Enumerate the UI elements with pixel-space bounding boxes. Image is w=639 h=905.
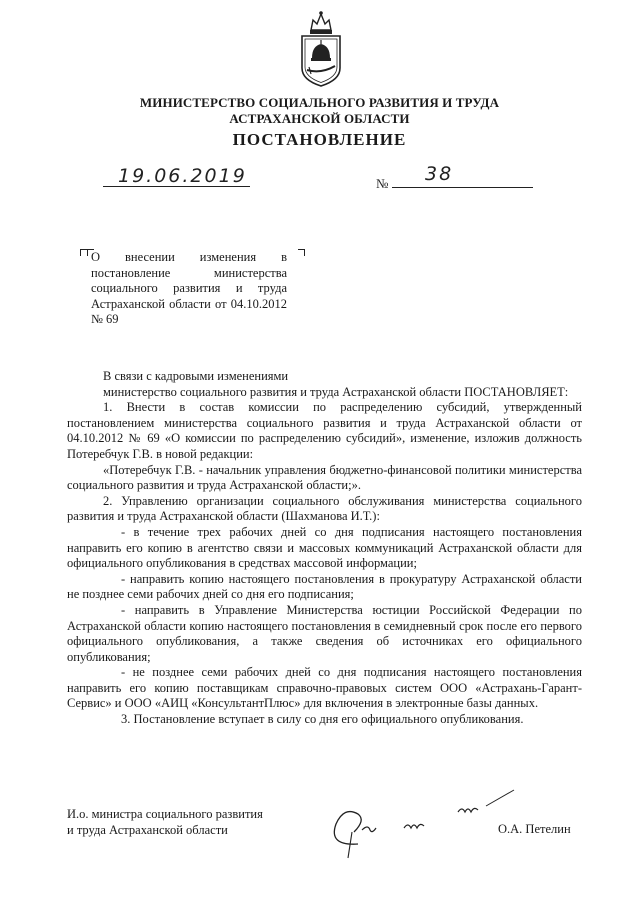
- body-item-3: 3. Постановление вступает в силу со дня его официального опубликования.: [121, 712, 524, 727]
- body-paragraph-preamble: В связи с кадровыми изменениями: [103, 369, 289, 383]
- org-name-line2: АСТРАХАНСКОЙ ОБЛАСТИ: [229, 111, 410, 126]
- signatory-title: [67, 806, 263, 838]
- body-item-2-bullet-1: - в течение трех рабочих дней со дня подписания настоящего постановления направить его копию в агентство связи и массовых коммуникаций Астраханской области для официального опубликования в средствах массовой информации;: [67, 524, 582, 571]
- handwritten-signature: [318, 784, 528, 864]
- body-item-2-bullet-4: - не позднее семи рабочих дней со дня подписания настоящего постановления направить его копию поставщикам справочно-правовых систем ООО «Астрахань-Гарант-Сервис» и ООО «АИЦ «КонсультантПлюс» для включения в электронные базы данных.: [67, 665, 582, 711]
- number-label: №: [376, 176, 389, 191]
- body-item-1: 1. Внести в состав комиссии по распределению субсидий, утвержденный постановлением министерства социального развития и труда Астраханской области от 04.10.2012 № 69 «О комиссии по распределению субсидий», изменение, изложив должность Потеребчук Г.В. в новой редакции:: [67, 400, 582, 461]
- signatory-title-line1: И.о. министра социального развития: [67, 807, 263, 821]
- document-date: 19.06.2019: [118, 165, 247, 187]
- document-subject: О внесении изменения в постановление министерства социального развития и труда Астраханской области от 04.10.2012 № 69: [91, 250, 287, 326]
- date-underline: [103, 186, 250, 187]
- subject-corner-mark-left: [80, 249, 87, 256]
- body-item-2: 2. Управлению организации социального обслуживания министерства социального развития и труда Астраханской области (Шахманова И.Т.):: [67, 493, 582, 524]
- body-paragraph-resolves: министерство социального развития и труда Астраханской области ПОСТАНОВЛЯЕТ:: [103, 384, 569, 399]
- document-body: [67, 369, 582, 728]
- body-item-2-bullet-3: - направить в Управление Министерства юстиции Российской Федерации по Астраханской области копию настоящего постановления в семидневный срок после его первого официального опубликования, а также сведения об источниках его официального опубликования;: [67, 602, 582, 664]
- subject-corner-mark-right: [298, 249, 305, 256]
- body-item-2-bullet-2: - направить копию настоящего постановления в прокуратуру Астраханской области не позднее семи рабочих дней со дня его подписания;: [67, 571, 582, 602]
- org-name-line1: МИНИСТЕРСТВО СОЦИАЛЬНОГО РАЗВИТИЯ И ТРУДА: [139, 95, 500, 110]
- astrakhan-coat-of-arms-icon: [297, 8, 345, 88]
- document-type-title: ПОСТАНОВЛЕНИЕ: [232, 130, 407, 149]
- signatory-title-line2: и труда Астраханской области: [67, 823, 228, 837]
- number-underline: [392, 187, 533, 188]
- body-item-1-quote: «Потеребчук Г.В. - начальник управления бюджетно-финансовой политики министерства социального развития и труда Астраханской области;».: [67, 462, 582, 493]
- document-number: 38: [425, 163, 454, 185]
- signatory-name: О.А. Петелин: [498, 822, 571, 836]
